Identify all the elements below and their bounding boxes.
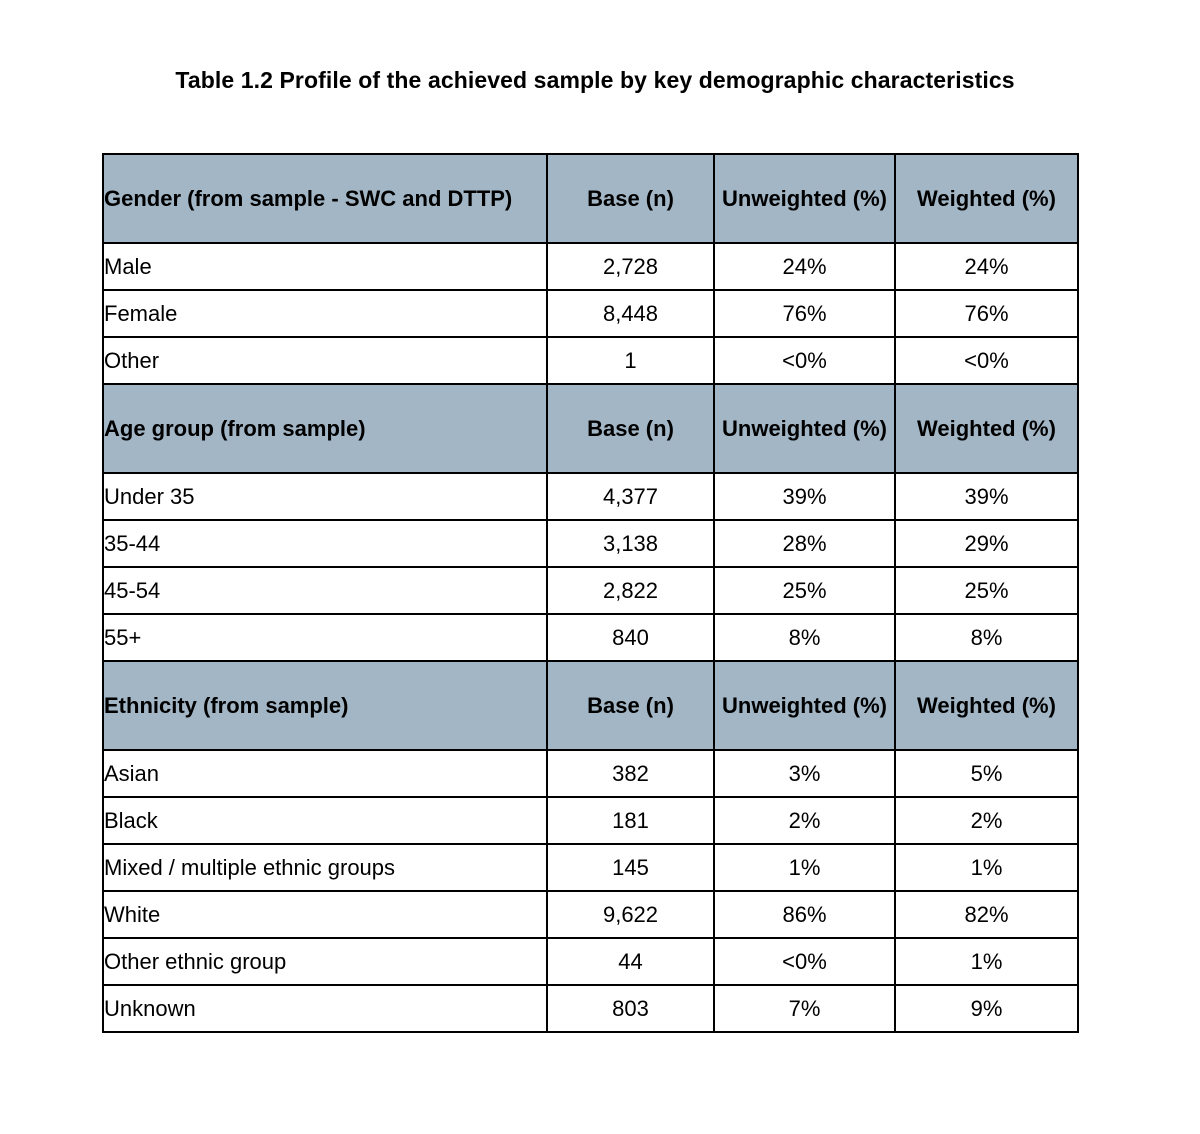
row-label: Other ethnic group	[103, 938, 547, 985]
table-row	[103, 891, 1078, 938]
row-weighted: 25%	[895, 567, 1078, 614]
table-row	[103, 844, 1078, 891]
row-base: 8,448	[547, 290, 714, 337]
row-base: 2,822	[547, 567, 714, 614]
row-unweighted: <0%	[714, 337, 895, 384]
row-weighted: 1%	[895, 938, 1078, 985]
row-base: 9,622	[547, 891, 714, 938]
row-unweighted: 1%	[714, 844, 895, 891]
table-row	[103, 797, 1078, 844]
page-title: Table 1.2 Profile of the achieved sample by key demographic characteristics	[175, 67, 1015, 93]
row-weighted: 8%	[895, 614, 1078, 661]
section-header-gender	[103, 154, 1078, 243]
row-weighted: 5%	[895, 750, 1078, 797]
row-unweighted: 25%	[714, 567, 895, 614]
row-label: 55+	[103, 614, 547, 661]
row-weighted: 9%	[895, 985, 1078, 1032]
header-weighted: Weighted (%)	[895, 661, 1078, 750]
row-weighted: 1%	[895, 844, 1078, 891]
row-label: Male	[103, 243, 547, 290]
row-unweighted: 24%	[714, 243, 895, 290]
row-unweighted: 3%	[714, 750, 895, 797]
row-label: White	[103, 891, 547, 938]
row-weighted: 29%	[895, 520, 1078, 567]
section-header-ethnicity	[103, 661, 1078, 750]
table-row	[103, 290, 1078, 337]
row-unweighted: 39%	[714, 473, 895, 520]
row-base: 44	[547, 938, 714, 985]
row-label: Other	[103, 337, 547, 384]
row-unweighted: 7%	[714, 985, 895, 1032]
row-base: 4,377	[547, 473, 714, 520]
row-weighted: 2%	[895, 797, 1078, 844]
header-label: Ethnicity (from sample)	[103, 661, 547, 750]
row-unweighted: 8%	[714, 614, 895, 661]
row-weighted: 39%	[895, 473, 1078, 520]
header-weighted: Weighted (%)	[895, 154, 1078, 243]
row-unweighted: 86%	[714, 891, 895, 938]
row-label: Female	[103, 290, 547, 337]
table-row	[103, 750, 1078, 797]
row-unweighted: <0%	[714, 938, 895, 985]
row-label: Black	[103, 797, 547, 844]
row-weighted: 82%	[895, 891, 1078, 938]
row-label: Mixed / multiple ethnic groups	[103, 844, 547, 891]
header-base: Base (n)	[547, 384, 714, 473]
header-unweighted: Unweighted (%)	[714, 154, 895, 243]
row-base: 181	[547, 797, 714, 844]
row-unweighted: 28%	[714, 520, 895, 567]
row-unweighted: 76%	[714, 290, 895, 337]
row-label: Asian	[103, 750, 547, 797]
row-base: 1	[547, 337, 714, 384]
row-weighted: <0%	[895, 337, 1078, 384]
row-base: 145	[547, 844, 714, 891]
row-weighted: 24%	[895, 243, 1078, 290]
row-base: 840	[547, 614, 714, 661]
header-label: Gender (from sample - SWC and DTTP)	[103, 154, 547, 243]
table-row	[103, 985, 1078, 1032]
row-label: 45-54	[103, 567, 547, 614]
header-label: Age group (from sample)	[103, 384, 547, 473]
table-row	[103, 473, 1078, 520]
header-base: Base (n)	[547, 154, 714, 243]
row-base: 3,138	[547, 520, 714, 567]
table-row	[103, 337, 1078, 384]
row-unweighted: 2%	[714, 797, 895, 844]
row-label: Unknown	[103, 985, 547, 1032]
table-row	[103, 567, 1078, 614]
demographics-table	[102, 153, 1079, 1033]
table-row	[103, 243, 1078, 290]
header-weighted: Weighted (%)	[895, 384, 1078, 473]
row-base: 2,728	[547, 243, 714, 290]
header-unweighted: Unweighted (%)	[714, 384, 895, 473]
header-unweighted: Unweighted (%)	[714, 661, 895, 750]
row-label: Under 35	[103, 473, 547, 520]
row-weighted: 76%	[895, 290, 1078, 337]
table-row	[103, 614, 1078, 661]
row-base: 803	[547, 985, 714, 1032]
header-base: Base (n)	[547, 661, 714, 750]
table-row	[103, 938, 1078, 985]
row-base: 382	[547, 750, 714, 797]
section-header-age	[103, 384, 1078, 473]
row-label: 35-44	[103, 520, 547, 567]
table-row	[103, 520, 1078, 567]
